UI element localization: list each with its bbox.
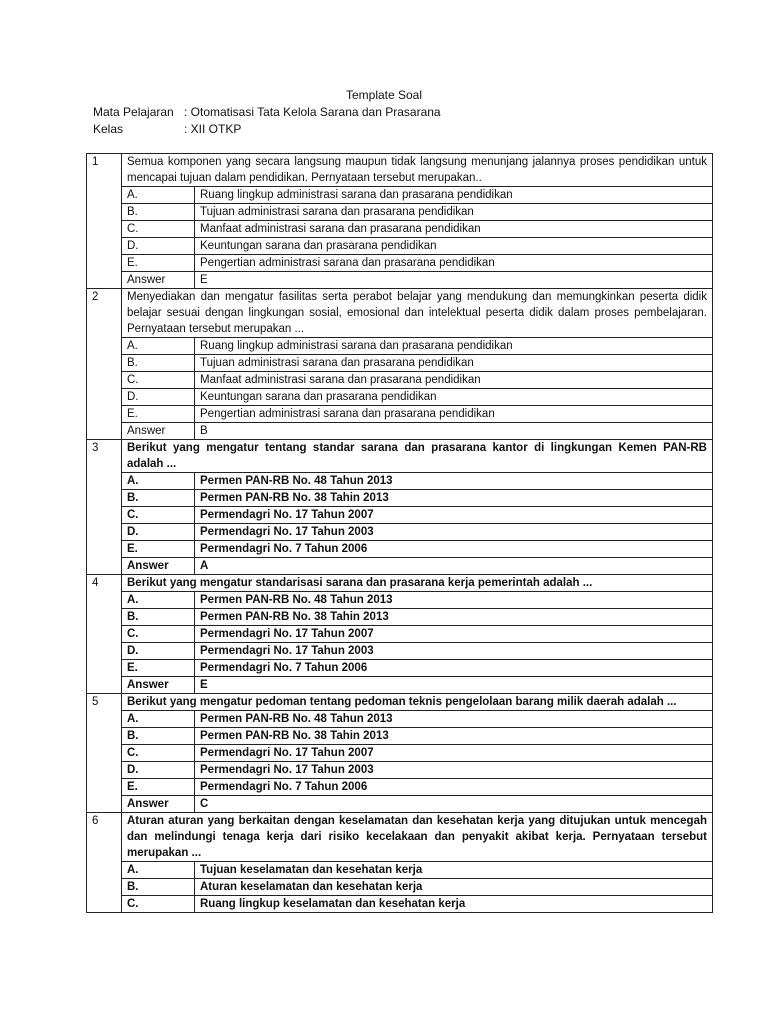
question-table <box>86 153 713 913</box>
question-text: Menyediakan dan mengatur fasilitas serta perabot belajar yang mendukung dan memungkinkan peserta didik belajar sesuai dengan lingkungan sosial, emosional dan intelektual peserta didik dalam proses pembelajaran. Pernyataan tersebut merupakan ... <box>122 289 713 338</box>
option-letter: E. <box>122 660 195 677</box>
option-row <box>87 728 713 745</box>
question-text: Aturan aturan yang berkaitan dengan keselamatan dan kesehatan kerja yang ditujukan untuk mencegah dan melindungi tenaga kerja dari risiko kecelakaan dan penyakit akibat kerja. Pernyataan tersebut merupakan ... <box>122 813 713 862</box>
option-row <box>87 238 713 255</box>
option-text: Permen PAN-RB No. 48 Tahun 2013 <box>195 473 713 490</box>
answer-label: Answer <box>122 677 195 694</box>
option-text: Permendagri No. 17 Tahun 2003 <box>195 643 713 660</box>
option-row <box>87 626 713 643</box>
question-number: 6 <box>87 813 122 913</box>
answer-label: Answer <box>122 558 195 575</box>
option-row <box>87 896 713 913</box>
subject-line <box>93 105 441 119</box>
class-label: Kelas <box>93 122 124 136</box>
question-text: Berikut yang mengatur standarisasi sarana dan prasarana kerja pemerintah adalah ... <box>122 575 713 592</box>
option-text: Permen PAN-RB No. 48 Tahun 2013 <box>195 711 713 728</box>
subject-value: : Otomatisasi Tata Kelola Sarana dan Prasarana <box>184 105 441 119</box>
option-text: Permendagri No. 17 Tahun 2007 <box>195 745 713 762</box>
option-text: Permendagri No. 7 Tahun 2006 <box>195 779 713 796</box>
option-letter: B. <box>122 879 195 896</box>
option-letter: D. <box>122 238 195 255</box>
option-row <box>87 389 713 406</box>
option-text: Aturan keselamatan dan kesehatan kerja <box>195 879 713 896</box>
question-row <box>87 440 713 473</box>
question-number: 3 <box>87 440 122 575</box>
question-number: 2 <box>87 289 122 440</box>
option-text: Permendagri No. 17 Tahun 2007 <box>195 507 713 524</box>
option-letter: A. <box>122 338 195 355</box>
option-letter: E. <box>122 779 195 796</box>
option-text: Permen PAN-RB No. 48 Tahun 2013 <box>195 592 713 609</box>
answer-label: Answer <box>122 796 195 813</box>
option-row <box>87 524 713 541</box>
option-text: Ruang lingkup administrasi sarana dan prasarana pendidikan <box>195 338 713 355</box>
option-row <box>87 338 713 355</box>
option-letter: A. <box>122 862 195 879</box>
option-text: Permen PAN-RB No. 38 Tahin 2013 <box>195 490 713 507</box>
subject-label: Mata Pelajaran <box>93 105 174 119</box>
question-text: Berikut yang mengatur tentang standar sarana dan prasarana kantor di lingkungan Kemen PAN-RB adalah ... <box>122 440 713 473</box>
option-letter: C. <box>122 372 195 389</box>
document-title: Template Soal <box>345 88 423 102</box>
option-text: Keuntungan sarana dan prasarana pendidikan <box>195 238 713 255</box>
class-value: : XII OTKP <box>184 122 242 136</box>
question-number: 5 <box>87 694 122 813</box>
question-row <box>87 575 713 592</box>
option-row <box>87 779 713 796</box>
option-letter: B. <box>122 355 195 372</box>
option-letter: A. <box>122 187 195 204</box>
option-row <box>87 862 713 879</box>
option-row <box>87 406 713 423</box>
option-row <box>87 745 713 762</box>
answer-value: E <box>195 677 713 694</box>
answer-label: Answer <box>122 423 195 440</box>
option-text: Permen PAN-RB No. 38 Tahin 2013 <box>195 609 713 626</box>
option-letter: C. <box>122 896 195 913</box>
option-text: Tujuan keselamatan dan kesehatan kerja <box>195 862 713 879</box>
option-letter: B. <box>122 728 195 745</box>
answer-row <box>87 558 713 575</box>
option-letter: B. <box>122 204 195 221</box>
option-text: Permendagri No. 7 Tahun 2006 <box>195 541 713 558</box>
option-text: Permen PAN-RB No. 38 Tahin 2013 <box>195 728 713 745</box>
option-row <box>87 255 713 272</box>
question-text: Berikut yang mengatur pedoman tentang pedoman teknis pengelolaan barang milik daerah adalah ... <box>122 694 713 711</box>
option-row <box>87 507 713 524</box>
question-text: Semua komponen yang secara langsung maupun tidak langsung menunjang jalannya proses pendidikan untuk mencapai tujuan dalam pendidikan. Pernyataan tersebut merupakan.. <box>122 154 713 187</box>
option-row <box>87 204 713 221</box>
option-row <box>87 372 713 389</box>
option-letter: D. <box>122 643 195 660</box>
answer-value: B <box>195 423 713 440</box>
option-row <box>87 490 713 507</box>
question-number: 1 <box>87 154 122 289</box>
option-letter: B. <box>122 609 195 626</box>
option-text: Manfaat administrasi sarana dan prasarana pendidikan <box>195 221 713 238</box>
question-row <box>87 813 713 862</box>
option-letter: C. <box>122 507 195 524</box>
option-text: Manfaat administrasi sarana dan prasarana pendidikan <box>195 372 713 389</box>
option-letter: C. <box>122 626 195 643</box>
option-letter: A. <box>122 711 195 728</box>
option-row <box>87 355 713 372</box>
option-text: Ruang lingkup keselamatan dan kesehatan kerja <box>195 896 713 913</box>
option-text: Permendagri No. 17 Tahun 2003 <box>195 524 713 541</box>
class-line <box>93 122 241 136</box>
option-text: Permendagri No. 17 Tahun 2003 <box>195 762 713 779</box>
answer-row <box>87 423 713 440</box>
option-text: Permendagri No. 17 Tahun 2007 <box>195 626 713 643</box>
option-letter: D. <box>122 389 195 406</box>
option-row <box>87 643 713 660</box>
option-letter: C. <box>122 221 195 238</box>
question-number: 4 <box>87 575 122 694</box>
option-letter: A. <box>122 473 195 490</box>
option-text: Tujuan administrasi sarana dan prasarana pendidikan <box>195 355 713 372</box>
question-table-body <box>87 154 713 913</box>
option-text: Pengertian administrasi sarana dan prasarana pendidikan <box>195 255 713 272</box>
answer-row <box>87 272 713 289</box>
option-row <box>87 187 713 204</box>
option-letter: E. <box>122 406 195 423</box>
option-row <box>87 660 713 677</box>
answer-value: A <box>195 558 713 575</box>
option-row <box>87 762 713 779</box>
option-row <box>87 541 713 558</box>
option-text: Keuntungan sarana dan prasarana pendidikan <box>195 389 713 406</box>
option-row <box>87 473 713 490</box>
answer-row <box>87 677 713 694</box>
question-row <box>87 694 713 711</box>
option-row <box>87 609 713 626</box>
option-letter: D. <box>122 762 195 779</box>
option-letter: B. <box>122 490 195 507</box>
option-row <box>87 592 713 609</box>
option-letter: D. <box>122 524 195 541</box>
option-row <box>87 711 713 728</box>
option-letter: E. <box>122 541 195 558</box>
option-row <box>87 221 713 238</box>
option-text: Pengertian administrasi sarana dan prasarana pendidikan <box>195 406 713 423</box>
question-row <box>87 289 713 338</box>
answer-label: Answer <box>122 272 195 289</box>
question-row <box>87 154 713 187</box>
option-letter: E. <box>122 255 195 272</box>
answer-value: E <box>195 272 713 289</box>
option-letter: C. <box>122 745 195 762</box>
option-text: Tujuan administrasi sarana dan prasarana pendidikan <box>195 204 713 221</box>
option-text: Ruang lingkup administrasi sarana dan prasarana pendidikan <box>195 187 713 204</box>
option-text: Permendagri No. 7 Tahun 2006 <box>195 660 713 677</box>
answer-row <box>87 796 713 813</box>
option-letter: A. <box>122 592 195 609</box>
answer-value: C <box>195 796 713 813</box>
option-row <box>87 879 713 896</box>
